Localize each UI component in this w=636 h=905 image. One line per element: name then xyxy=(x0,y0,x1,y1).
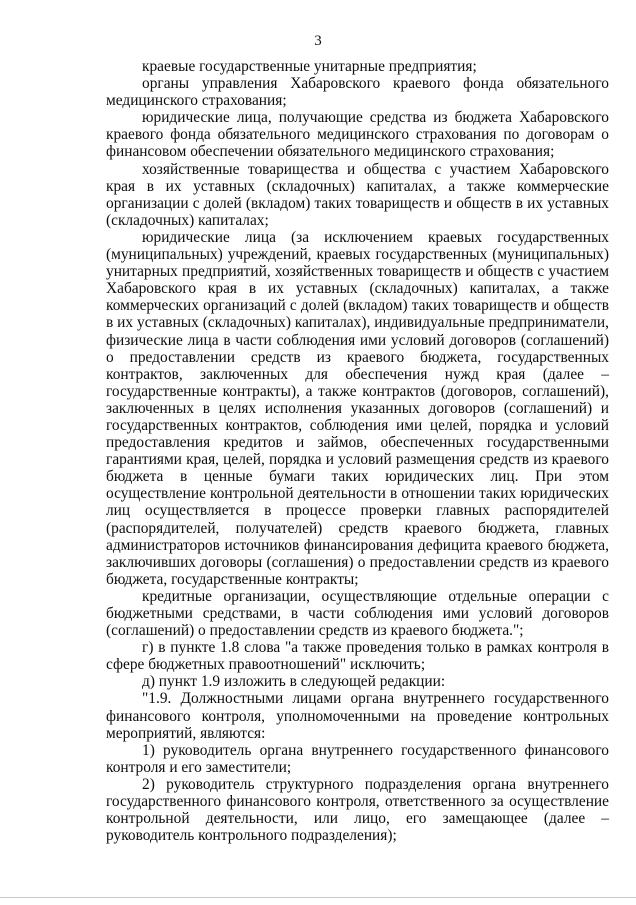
paragraph: "1.9. Должностными лицами органа внутреннего государственного финансового контроля, уполномоченными на проведение контрольных мероприятий, являются: xyxy=(106,690,609,742)
paragraph: г) в пункте 1.8 слова "а также проведения только в рамках контроля в сфере бюджетных правоотношений" исключить; xyxy=(106,639,609,674)
paragraph: органы управления Хабаровского краевого фонда обязательного медицинского страхования; xyxy=(106,75,609,110)
paragraph: кредитные организации, осуществляющие отдельные операции с бюджетными средствами, в части соблюдения ими условий договоров (соглашений) о предоставлении средств из краевого бюджета."; xyxy=(106,587,609,640)
paragraph: краевые государственные унитарные предприятия; xyxy=(142,58,477,75)
paragraph: юридические лица (за исключением краевых государственных (муниципальных) учреждений, краевых государственных (муниципальных) унитарных предприятий, хозяйственных товариществ и обществ с участием Хабаровского края в их уставных (складочных) капиталах, а также коммерческих организаций с долей (вкладом) таких товариществ и обществ в их уставных (складочных) капиталах), индивидуальные предприниматели, физические лица в части соблюдения ими условий договоров (соглашений) о предоставлении средств из краевого бюджета, государственных контрактов, заключенных для обеспечения нужд края (далее – государственные контракты), а также контрактов (договоров, соглашений), заключенных в целях исполнения указанных договоров (соглашений) и государственных контрактов, соблюдения ими целей, порядка и условий предоставления кредитов и займов, обеспеченных государственными гарантиями края, целей, порядка и условий размещения средств из краевого бюджета в ценные бумаги таких юридических лиц. При этом осуществление контрольной деятельности в отношении таких юридических лиц осуществляется в процессе проверки главных распорядителей (распорядителей, получателей) средств краевого бюджета, главных администраторов источников финансирования дефицита краевого бюджета, заключивших договоры (соглашения) о предоставлении средств из краевого бюджета, государственные контракты; xyxy=(106,228,609,588)
scan-edge-line xyxy=(0,897,636,898)
document-body xyxy=(106,58,609,844)
page-number: 3 xyxy=(314,33,322,49)
paragraph: юридические лица, получающие средства из бюджета Хабаровского краевого фонда обязательного медицинского страхования по договорам о финансовом обеспечении обязательного медицинского страхования; xyxy=(106,109,609,161)
paragraph: 1) руководитель органа внутреннего государственного финансового контроля и его заместители; xyxy=(106,741,609,776)
paragraph: 2) руководитель структурного подразделения органа внутреннего государственного финансового контроля, ответственного за осуществление контрольной деятельности, или лицо, его замещающее (далее – руководитель контрольного подразделения); xyxy=(106,775,609,845)
paragraph: хозяйственные товарищества и общества с участием Хабаровского края в их уставных (складочных) капиталах, а также коммерческие организации с долей (вкладом) таких товариществ и обществ в их уставных (складочных) капиталах; xyxy=(106,160,609,229)
paragraph: д) пункт 1.9 изложить в следующей редакции: xyxy=(142,673,446,691)
